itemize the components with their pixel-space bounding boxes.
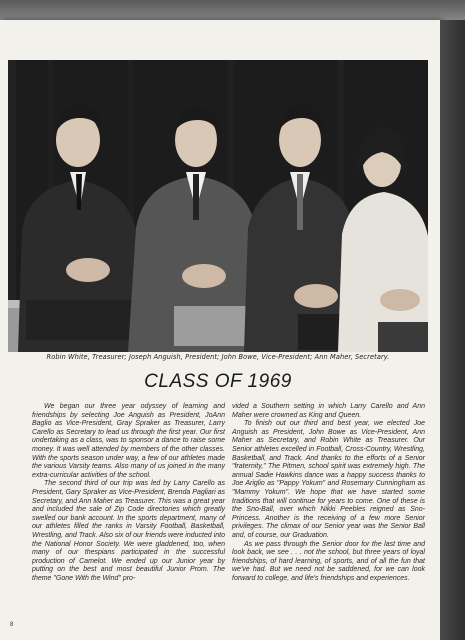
photo-illustration xyxy=(8,60,428,352)
scan-right-edge xyxy=(440,20,465,640)
scan-top-edge xyxy=(0,0,465,22)
photo-caption: Robin White, Treasurer; Joseph Anguish, President; John Bowe, Vice-President; Ann Maher, Secretary. xyxy=(46,353,390,361)
left-column xyxy=(32,403,225,583)
right-column xyxy=(232,403,425,583)
yearbook-page xyxy=(0,20,440,640)
page-number: 8 xyxy=(10,622,14,628)
paragraph: As we pass through the Senior door for the last time and look back, we see . . . not the school, but three years of loyal friendships, of hard learning, of sports, and of all the fun that we've had. But we need not be saddened, for we can look forward to college, and life's friendships and experiences. xyxy=(232,540,425,582)
paragraph: vided a Southern setting in which Larry Carello and Ann Maher were crowned as King and Queen. xyxy=(232,403,425,419)
paragraph: We began our three year odyssey of learning and friendships by selecting Joe Anguish as President, JoAnn Baglio as Vice-President, Gray Spraker as Treasurer, Larry Carello as Secretary to lead us through the first year. Our first undertaking as a class, was to sponsor a dance to raise some money. It was well attended by members of the other classes. With the sports season under way, a few of our athletes made the various Varsity teams. Also many of us joined in the many extra-curricular activities of the school. xyxy=(32,403,225,479)
paragraph: To finish out our third and best year, we elected Joe Anguish as President, John Bowe as Vice-President, Ann Maher as Secretary, and Robin White as Treasurer. Our Senior athletes excelled in Football, Cross-Country, Wrestling, Basketball, and Track. And thanks to the efforts of a Senior "fraternity," The Pitmen, school spirit was extremely high. The annual Sadie Hawkins dance was a happy success thanks to Joe Ariglio as "Pappy Yokum" and Rosemary Cunningham as "Mammy Yokum". We hope that we have started some traditions that will continue for years to come. One of these is the Sno-Ball, over which Nikki Peebles reigned as Sno-Princess. Another is the receiving of a few more Senior privileges. The climax of our Senior year was the Senior Ball and, of course, our Graduation. xyxy=(232,420,425,539)
page-title: CLASS OF 1969 xyxy=(144,371,292,392)
class-officers-photo xyxy=(8,60,428,352)
paragraph: The second third of our trip was led by Larry Carello as President, Gary Spraker as Vice-President, Brenda Pagliari as Secretary, and Ann Maher as Treasurer. This was a great year and included the sale of Zip Code directories which greatly swelled our bank account. In the sports department, many of our athletes filled the ranks in Varsity Football, Basketball, Wrestling, and Track. Also six of our friends were inducted into the National Honor Society. We were gladdened, too, when many of our thespians participated in the successful production of Camelot. We ended up our Junior year by putting on the best and most beautiful Junior Prom. The theme "Gone With the Wind" pro- xyxy=(32,480,225,582)
